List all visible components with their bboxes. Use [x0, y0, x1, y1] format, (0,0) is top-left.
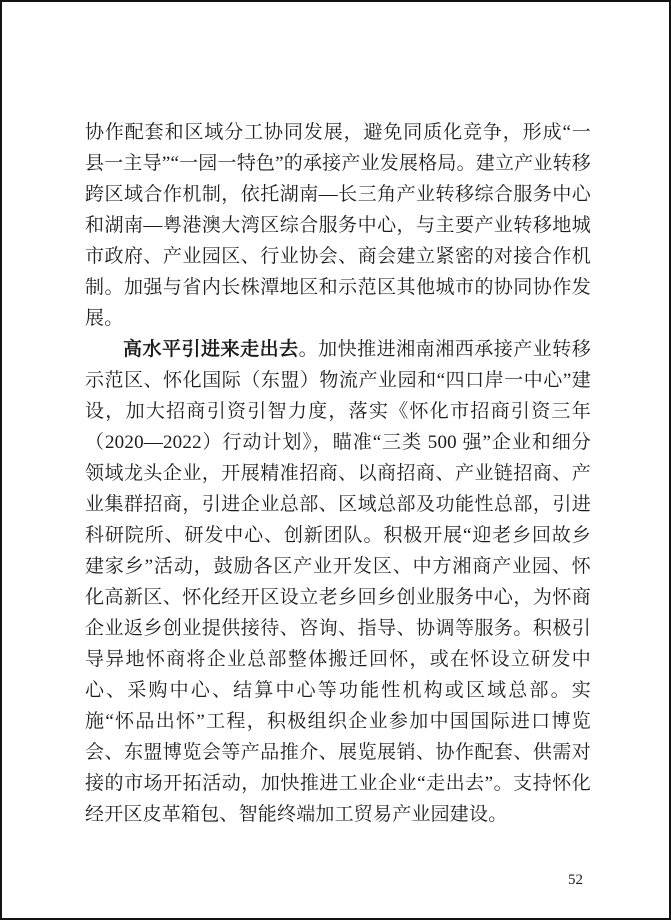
- paragraph-lead-bold: 高水平引进来走出去: [123, 339, 299, 360]
- page-number: 52: [568, 872, 583, 888]
- document-body: [85, 117, 591, 830]
- paragraph-high-level-intro: [85, 334, 591, 830]
- paragraph-continuation: 协作配套和区域分工协同发展，避免同质化竞争，形成“一县一主导”“一园一特色”的承接产业发展格局。建立产业转移跨区域合作机制，依托湖南—长三角产业转移综合服务中心和湖南—粤港澳大湾区综合服务中心，与主要产业转移地城市政府、产业园区、行业协会、商会建立紧密的对接合作机制。加强与省内长株潭地区和示范区其他城市的协同协作发展。: [85, 122, 591, 329]
- paragraph-body-text: 。加快推进湘南湘西承接产业转移示范区、怀化国际（东盟）物流产业园和“四口岸一中心”建设，加大招商引资引智力度，落实《怀化市招商引资三年（2020—2022）行动计划》，瞄准“三类 500 强”企业和细分领域龙头企业，开展精准招商、以商招商、产业链招商、产业集群招商，引进企业总部、区域总部及功能性总部，引进科研院所、研发中心、创新团队。积极开展“迎老乡回故乡建家乡”活动，鼓励各区产业开发区、中方湘商产业园、怀化高新区、怀化经开区设立老乡回乡创业服务中心，为怀商企业返乡创业提供接待、咨询、指导、协调等服务。积极引导异地怀商将企业总部整体搬迁回怀，或在怀设立研发中心、采购中心、结算中心等功能性机构或区域总部。实施“怀品出怀”工程，积极组织企业参加中国国际进口博览会、东盟博览会等产品推介、展览展销、协作配套、供需对接的市场开拓活动，加快推进工业企业“走出去”。支持怀化经开区皮革箱包、智能终端加工贸易产业园建设。: [85, 339, 591, 825]
